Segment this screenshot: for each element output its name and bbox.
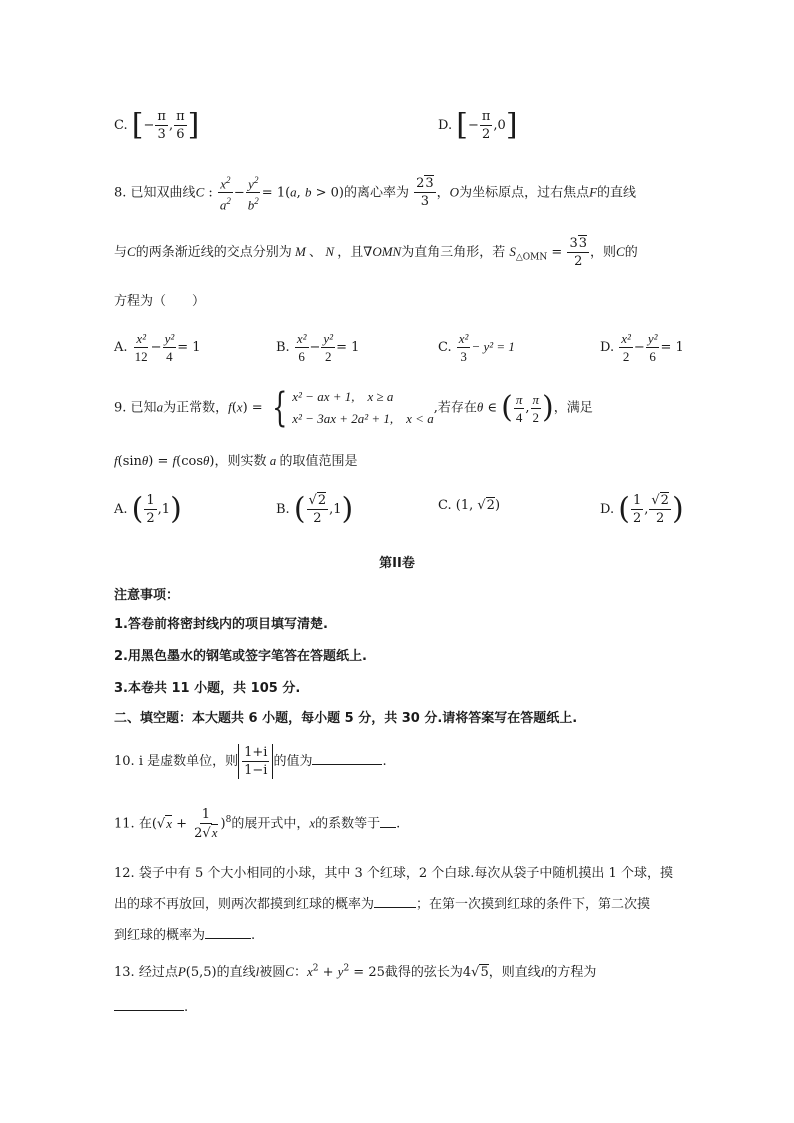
answer-blank[interactable] [374, 906, 416, 908]
part-heading: 二、填空题：本大题共 6 小题，每小题 5 分，共 30 分.请将答案写在答题纸上. [114, 711, 578, 726]
notice-item: 2.用黑色墨水的钢笔或签字笔答在答题纸上. [114, 649, 367, 664]
notice-title: 注意事项： [114, 588, 180, 603]
q9-option-c: C. (1, √2) [438, 498, 501, 513]
q11: 11. 在(√x + $\frac{1}{2√x}$ )$^8$的展开式中，x的系数等于 . [114, 807, 401, 841]
option-label: C. [114, 118, 128, 133]
q12-line-1: 12. 袋子中有 5 个大小相同的小球，其中 3 个红球，2 个白球.每次从袋子中随机摸出 1 个球，摸 [114, 866, 673, 881]
q10: 10. i 是虚数单位，则 $\frac{1+i}{1-i}$ 的值为 . [114, 745, 387, 778]
notice-item: 1.答卷前将密封线内的项目填写清楚. [114, 617, 328, 632]
q7-option-d: D. [− $\frac{\pi}{2}$ ,0] [438, 107, 518, 143]
q13-line-1: 13. 经过点P(5,5)的直线l被圆C：$x^2 + y^2 = 25$截得的弦长为4√5，则直线l的方程为 [114, 963, 597, 980]
notice-item: 3.本卷共 11 小题，共 105 分. [114, 681, 301, 696]
answer-blank[interactable] [312, 763, 382, 765]
q8-option-c: C. $\frac{\text{x²}}{3}$ − y² = 1 [438, 331, 515, 364]
q12-line-2: 出的球不再放回，则两次都摸到红球的概率为 ；在第一次摸到红球的条件下，第二次摸 [114, 897, 651, 912]
q8-line-1: 8. 已知双曲线C : $\frac{x^2}{a^2}$ − $\frac{y^2}{b^2}$ = 1(a, b > 0)的离心率为 $\frac{23}{3}$ ，O为坐标原点，过右焦点F的直线 [114, 172, 636, 214]
answer-blank[interactable] [205, 937, 251, 939]
answer-blank[interactable] [380, 826, 396, 828]
q8-line-3: 方程为（ ） [114, 294, 206, 309]
q8-option-d: D. $\frac{\text{x²}}{2}$ − $\frac{\text{y²}}{6}$ = 1 [600, 331, 684, 364]
q7-option-c: C. [− $\frac{\pi}{3}$ , $\frac{\pi}{6}$ ] [114, 107, 200, 143]
q8-line-2: 与C的两条渐近线的交点分别为 M 、 N ，且∇OMN为直角三角形，若 $S_{\triangle OMN}$ = $\frac{33}{2}$ ，则C的 [114, 236, 638, 269]
q9-option-d: D. ( $\frac{1}{2}$ , $\frac{√2}{2}$ ) [600, 491, 684, 527]
q8-option-b: B. $\frac{\text{x²}}{6}$ − $\frac{\text{y²}}{2}$ = 1 [276, 331, 360, 364]
q8-option-a: A. $\frac{\text{x²}}{12}$ − $\frac{\text{y²}}{4}$ = 1 [114, 331, 201, 364]
q12-line-3: 到红球的概率为 . [114, 928, 256, 943]
q9-line-2: f(sinθ) = f(cosθ)，则实数 a 的取值范围是 [114, 453, 358, 469]
q9-option-b: B. ( $\frac{√2}{2}$ ,1) [276, 491, 354, 527]
q13-line-2: . [114, 1000, 188, 1015]
answer-blank[interactable] [114, 1009, 184, 1011]
section-title: 第II卷 [379, 556, 415, 571]
option-label: D. [438, 118, 453, 133]
q9-line-1: 9. 已知a为正常数，f(x) = { x² − ax + 1, x ≥ a x² − 3ax + 2a² + 1, x < a ,若存在θ ∈ ( $\frac{\pi}{4}$ , $\frac{\pi}{2}$ )，满足 [114, 385, 593, 431]
q9-option-a: A. ( $\frac{1}{2}$ ,1) [114, 491, 182, 527]
